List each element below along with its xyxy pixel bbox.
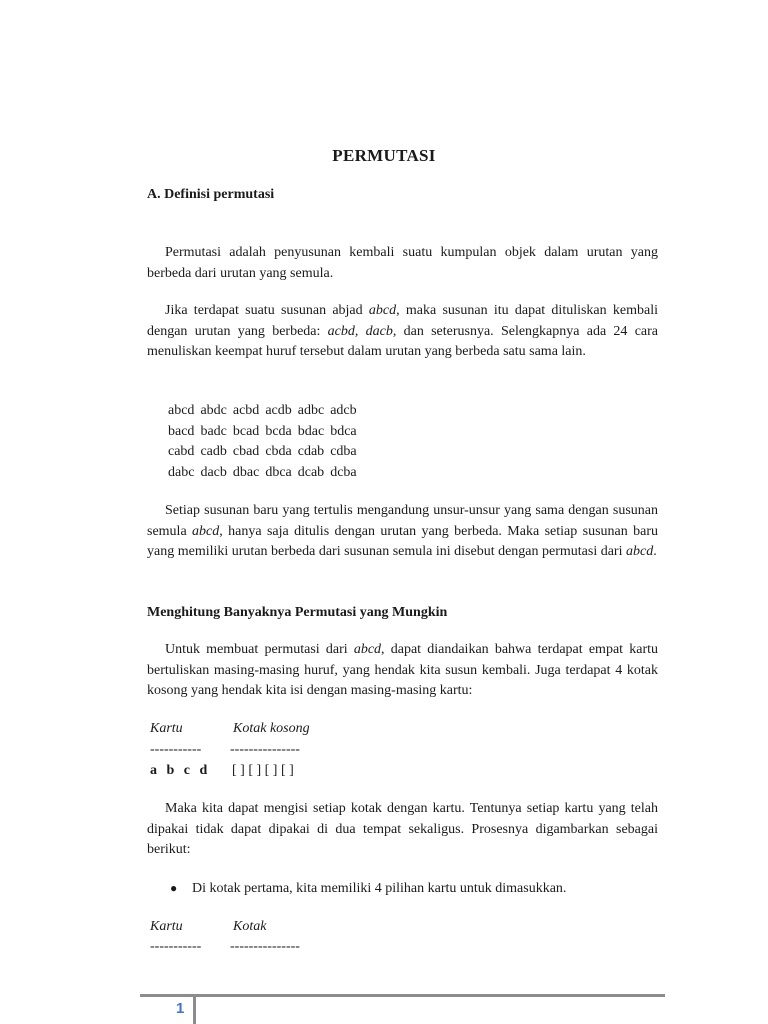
permutation-cell: abcd (168, 403, 195, 418)
permutation-row (168, 463, 363, 484)
footer-divider (193, 996, 196, 1024)
permutation-cell: dcba (330, 464, 357, 480)
permutation-cell: bdca (330, 423, 357, 439)
permutation-cell: cbad (232, 444, 260, 459)
permutation-cell: acdb (265, 403, 292, 418)
text-run: , dapat diandaikan bahwa terdapat empat kartu bertuliskan masing-masing huruf, yang hendak kita susun kembali. Juga terdapat 4 kotak kosong yang hendak kita isi dengan masing-masing kartu: (147, 642, 658, 698)
paragraph-process: Maka kita dapat mengisi setiap kotak dengan kartu. Tentunya setiap kartu yang telah dipakai tidak dapat dipakai di dua tempat sekaligus. Prosesnya digambarkan sebagai berikut: (147, 801, 658, 857)
permutation-cell: cbda (265, 444, 292, 459)
italic-run: abcd (368, 303, 397, 318)
permutation-cell: cdba (330, 444, 357, 459)
table1-kotak-header: Kotak kosong (233, 721, 310, 736)
permutation-table (168, 401, 363, 483)
bullet-icon: ● (170, 881, 178, 895)
permutation-cell: dcab (297, 464, 325, 480)
page-title: PERMUTASI (332, 146, 436, 165)
table2-kotak-rule: --------------- (230, 939, 300, 954)
permutation-cell: dbca (265, 464, 292, 480)
text-run: , hanya saja ditulis dengan urutan yang berbeda. Maka setiap susunan baru yang memiliki urutan berbeda dari susunan semula ini disebut dengan permutasi dari (147, 523, 658, 559)
table1-boxes: [ ] [ ] [ ] [ ] (232, 763, 294, 778)
text-run: , maka susunan itu dapat dituliskan kembali dengan urutan yang berbeda: (147, 303, 659, 339)
permutation-cell: adbc (297, 403, 325, 418)
text-run: Untuk membuat permutasi dari (165, 642, 354, 657)
bullet-text: Di kotak pertama, kita memiliki 4 pilihan kartu untuk dimasukkan. (192, 881, 567, 896)
permutation-cell: cdab (297, 444, 325, 459)
permutation-cell: acbd (232, 403, 260, 418)
bullet-list-item (170, 878, 566, 899)
permutation-cell: dbac (232, 464, 260, 480)
permutation-cell: abdc (200, 403, 227, 418)
italic-run: acbd (327, 323, 355, 339)
subsection-heading: Menghitung Banyaknya Permutasi yang Mungkin (147, 605, 448, 620)
table1-cards: a b c d (150, 763, 211, 778)
permutation-cell: adcb (330, 403, 357, 418)
paragraph-explanation (147, 501, 658, 563)
permutation-cell: cabd (168, 444, 195, 459)
table1-kotak-rule: --------------- (230, 742, 300, 757)
italic-run: abcd (626, 544, 654, 559)
text-run: Setiap susunan baru yang tertulis mengandung unsur-unsur yang sama dengan susunan semula (147, 503, 658, 539)
permutation-cell: bdac (297, 423, 325, 439)
italic-run: abcd (192, 523, 220, 539)
italic-run: dacb (365, 323, 393, 339)
permutation-cell: dacb (200, 464, 227, 480)
permutation-cell: bcad (232, 423, 260, 439)
table1-kartu-header: Kartu (150, 721, 183, 736)
table2-kartu-rule: ----------- (150, 939, 202, 954)
permutation-row (168, 401, 363, 422)
section-heading-definisi: A. Definisi permutasi (147, 187, 275, 202)
text-run: Jika terdapat suatu susunan abjad (165, 303, 369, 318)
permutation-cell: cadb (200, 444, 227, 459)
permutation-cell: bcda (265, 423, 292, 439)
paragraph-definition: Permutasi adalah penyusunan kembali suatu kumpulan objek dalam urutan yang berbeda dari urutan yang semula. (147, 245, 658, 281)
table2-kartu-header: Kartu (150, 919, 183, 934)
table1-kartu-rule: ----------- (150, 742, 202, 757)
table2-kotak-header: Kotak (233, 919, 267, 934)
text-run: . (653, 544, 657, 559)
permutation-cell: badc (200, 423, 227, 439)
permutation-row (168, 442, 363, 463)
text-run: , dan seterusnya. Selengkapnya ada 24 cara menuliskan keempat huruf tersebut dalam urutan yang berbeda satu sama lain. (147, 323, 658, 359)
page-number: 1 (176, 1000, 185, 1017)
permutation-cell: dabc (168, 464, 195, 480)
permutation-cell: bacd (168, 423, 195, 439)
paragraph-example (147, 301, 658, 363)
text-run: , (354, 323, 366, 339)
permutation-row (168, 422, 363, 443)
footer-rule (140, 994, 665, 997)
paragraph-cards (147, 640, 658, 702)
italic-run: abcd (353, 642, 382, 657)
